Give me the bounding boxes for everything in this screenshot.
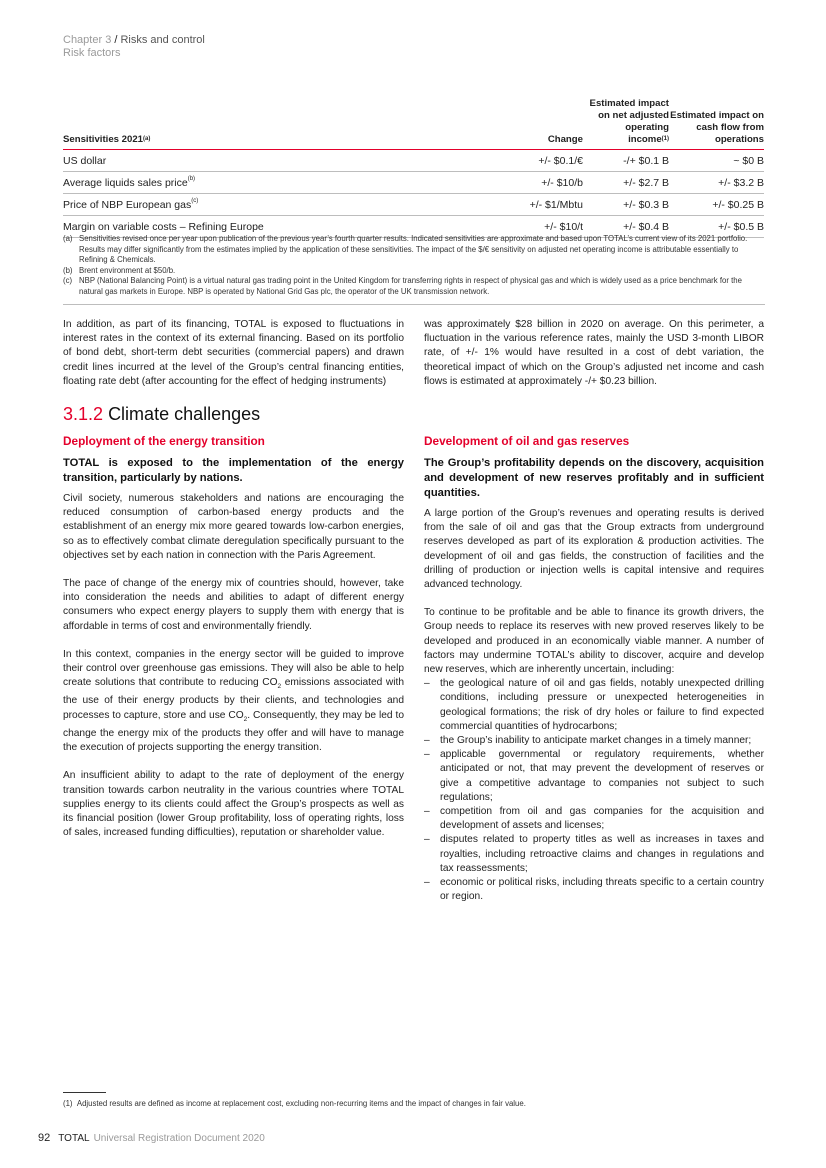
page-footer <box>38 1132 265 1144</box>
header-sensitivities: Sensitivities 2021$^{(a)}$ <box>63 134 151 145</box>
footnote-b: (b) Brent environment at $50/b. <box>63 265 176 275</box>
sensitivities-table <box>63 98 764 238</box>
chapter-label: Chapter 3 <box>63 34 112 46</box>
energy-transition-subheading: TOTAL is exposed to the implementation of the energy transition, particularly by nations. <box>63 457 404 484</box>
table-footnotes <box>63 234 765 298</box>
brand-name: TOTAL <box>58 1133 90 1144</box>
left-paragraph-3: In this context, companies in the energy sector will be guided to improve their control over greenhouse gas emissions. They will also be able to help create solutions that contribute to reducing $CO_2$ emissions associated with the use of their energy products by their clients, and technologies and processes to capture, store and use $CO_2$. Consequently, they may be led to change the energy mix of the products they offer and will have to manage the execution of projects supporting the energy transition. <box>63 648 404 754</box>
list-item: – competition from oil and gas companies for the acquisition and development of assets and licenses; <box>424 805 764 833</box>
table-header-row <box>63 98 764 150</box>
reserves-subheading: The Group’s profitability depends on the discovery, acquisition and development of new reserves profitably and in sufficient quantities. <box>424 457 764 499</box>
left-body <box>63 492 404 840</box>
row-change: +/- $1/Mbtu <box>418 194 583 216</box>
section-title <box>63 402 260 426</box>
chapter-title: Risks and control <box>120 34 205 46</box>
list-item: – economic or political risks, including threats specific to a certain country or region. <box>424 876 764 904</box>
row-change: +/- $10/b <box>418 172 583 194</box>
table-row <box>63 172 764 194</box>
row-label: US dollar <box>63 150 418 172</box>
page-header <box>63 34 205 60</box>
row-change: +/- $0.1/€ <box>418 150 583 172</box>
bottom-footnote: (1) Adjusted results are defined as income at replacement cost, excluding non-recurring items and the impact of changes in fair value. <box>63 1099 526 1108</box>
section-title-text: Climate challenges <box>108 404 261 424</box>
header-separator: / <box>111 34 121 46</box>
row-income: +/- $0.4 B <box>583 216 669 238</box>
left-paragraph-1: Civil society, numerous stakeholders and nations are encouraging the reduced consumption of carbon-based energy products and the establishment of an energy mix more geared towards low-carbon energies, so as to effectively combat climate deregulation specifically pursuant to the objectives set by each nation in connection with the Paris Agreement. <box>63 493 404 561</box>
footnotes-divider <box>63 304 765 305</box>
risk-factor-list <box>424 677 764 904</box>
right-body <box>424 507 764 904</box>
row-label: Average liquids sales price$^{(b)}$ <box>63 172 418 194</box>
row-label: Margin on variable costs – Refining Europe <box>63 216 418 238</box>
row-income: -/+ $0.1 B <box>583 150 669 172</box>
document-title: Universal Registration Document 2020 <box>93 1133 265 1144</box>
right-paragraph-2: To continue to be profitable and be able to finance its growth drivers, the Group needs to replace its reserves with new proved reserves likely to be developed and produced in an economically viable manner. A number of factors may undermine TOTAL’s ability to discover, acquire and develop new reserves, which are inherently uncertain, including: <box>424 607 764 676</box>
list-item: – applicable governmental or regulatory requirements, whether anticipated or not, that may prevent the development of reserves or give a competitive advantage to companies not subject to such regulations; <box>424 748 764 805</box>
section-number: 3.1.2 <box>63 404 104 424</box>
page-number: 92 <box>38 1132 51 1144</box>
header-change: Change <box>547 134 583 145</box>
table-row <box>63 194 764 216</box>
header-cash-impact: Estimated impact on cash flow from operations <box>670 110 764 145</box>
left-paragraph-4: An insufficient ability to adapt to the rate of deployment of the energy transition towards carbon neutrality in the various countries where TOTAL supplies energy to its clients could affect the Group’s prospects as well as its financial position (lower Group profitability, loss of operating rights, loss of sales, increased funding difficulties), reputation or shareholder value. <box>63 770 404 839</box>
row-cash: +/- $0.25 B <box>669 194 764 216</box>
left-column <box>63 434 404 840</box>
list-item: – the Group’s inability to anticipate market changes in a timely manner; <box>424 734 764 748</box>
financing-text-left: In addition, as part of its financing, TOTAL is exposed to fluctuations in interest rates in the context of its external financing. Based on its portfolio of bond debt, short-term debt securities (commercial papers) and drawn credit lines incurred at the level of the Group’s central financing entities, floating rate debt (after accounting for the effect of hedging instruments) <box>63 319 404 387</box>
table-row <box>63 150 764 172</box>
bottom-footnote-rule <box>63 1092 106 1093</box>
section-subtitle: Risk factors <box>63 47 121 59</box>
row-change: +/- $10/t <box>418 216 583 238</box>
footnote-c: (c) NBP (National Balancing Point) is a virtual natural gas trading point in the United Kingdom for transferring rights in respect of physical gas and which is widely used as a price benchmark for the natural gas markets in Europe. NBP is operated by National Grid Gas plc, the operator of the UK transmission network. <box>63 276 742 296</box>
financing-text-right: was approximately $28 billion in 2020 on average. On this perimeter, a fluctuation in the various reference rates, mainly the USD 3-month LIBOR rate, of +/- 1% would have resulted in a cost of debt variation, the theoretical impact of which on the Group’s adjusted net income and cash flows is estimated at approximately -/+ $0.23 billion. <box>424 319 764 387</box>
right-column <box>424 434 764 904</box>
reserves-heading: Development of oil and gas reserves <box>424 434 630 448</box>
left-paragraph-2: The pace of change of the energy mix of countries should, however, take into consideration the needs and abilities to adapt of different energy consumers who expect energy players to supply them with energy that is affordable in terms of cost and environmentally friendly. <box>63 578 404 632</box>
row-income: +/- $0.3 B <box>583 194 669 216</box>
row-cash: +/- $0.5 B <box>669 216 764 238</box>
row-income: +/- $2.7 B <box>583 172 669 194</box>
row-cash: ~ $0 B <box>669 150 764 172</box>
header-income-impact: Estimated impact on net adjusted operating income$^{(1)}$ <box>589 98 669 145</box>
list-item: – disputes related to property titles as well as increases in taxes and royalties, including retroactive claims and changes in regulations and tax reassessments; <box>424 833 764 876</box>
row-label: Price of NBP European gas$^{(c)}$ <box>63 194 418 216</box>
footnote-a: (a) Sensitivities revised once per year upon publication of the previous year’s fourth quarter results. Indicated sensitivities are approximate and based upon TOTAL’s current view of its 2021 portfolio. Results may differ significantly from the estimates implied by the application of these sensitivities. The impact of the $/€ sensitivity on adjusted net operating income is attributable essentially to Refining & Chemicals. <box>63 234 748 265</box>
right-paragraph-1: A large portion of the Group’s revenues and operating results is derived from the sale of oil and gas that the Group extracts from underground reserves developed as part of its exploration & production activities. The development of oil and gas fields, the construction of facilities and the drilling of production or injection wells is capital intensive and requires advanced technology. <box>424 508 764 591</box>
list-item: – the geological nature of oil and gas fields, notably unexpected drilling conditions, including pressure or unexpected heterogeneities in geological formations; the risk of dry holes or failure to find expected commercial quantities of hydrocarbons; <box>424 677 764 734</box>
energy-transition-heading: Deployment of the energy transition <box>63 434 265 448</box>
row-cash: +/- $3.2 B <box>669 172 764 194</box>
